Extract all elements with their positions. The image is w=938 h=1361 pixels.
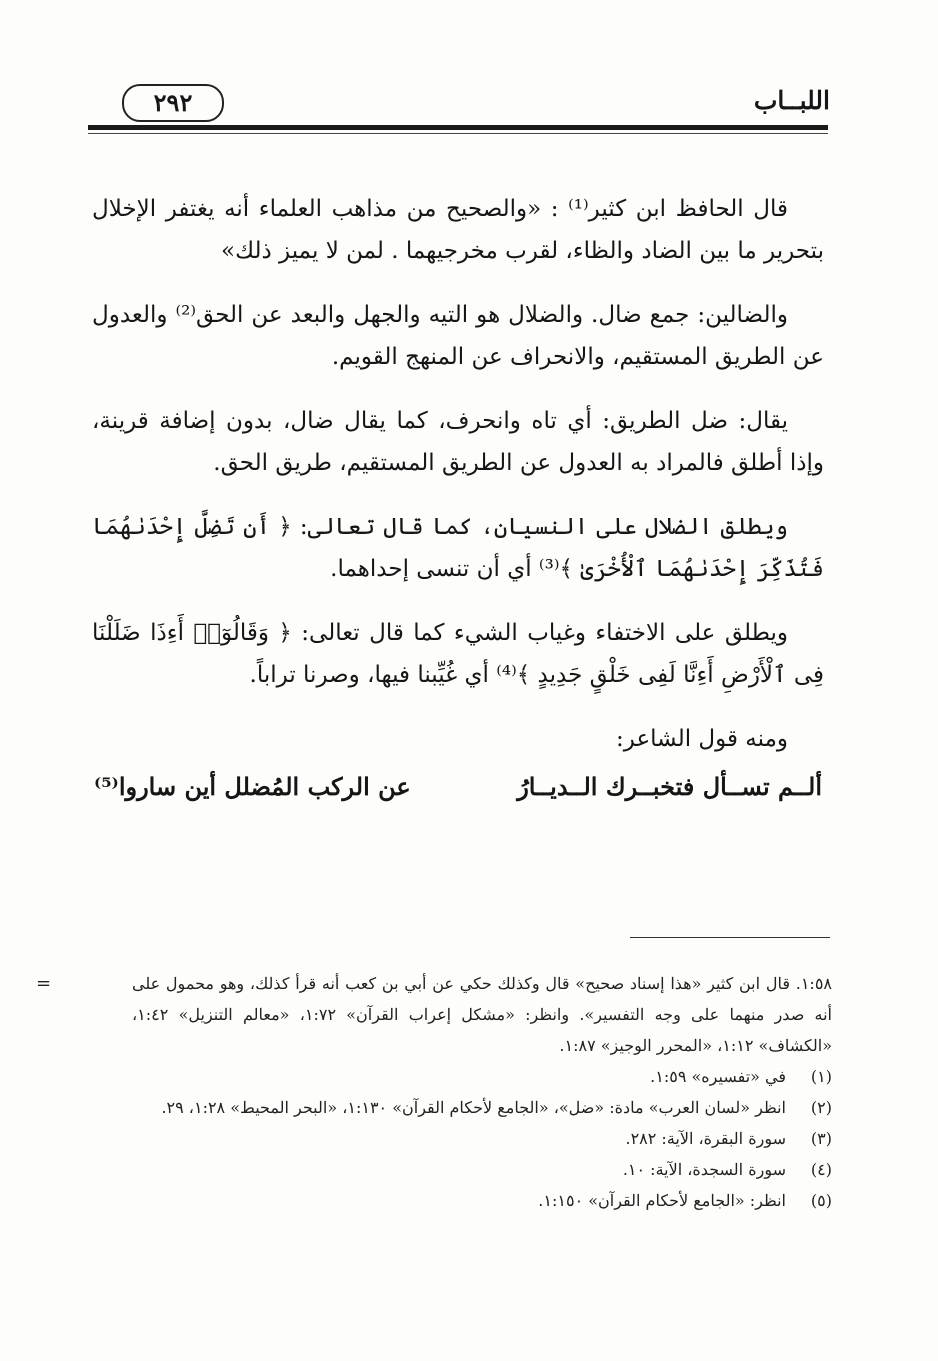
footnote-item: [92, 1061, 832, 1092]
header-rule-thin: [88, 133, 828, 134]
continuation-mark: =: [36, 973, 52, 994]
paragraph-yuqal: يقال: ضل الطريق: أي تاه وانحرف، كما يقال ضال، بدون إضافة قرينة، وإذا أطلق فالمراد به العدول عن الطريق المستقيم، طريق الحق.: [92, 408, 824, 476]
poem-hemistich-2: عن الركب المُضلل أين ساروا⁽⁵⁾: [94, 772, 411, 801]
footnote-continuation: ١:٥٨. قال ابن كثير «هذا إسناد صحيح» قال وكذلك حكي عن أبي بن كعب أنه قرأ كذلك، وهو محمول على أنه صدر منهما على وجه التفسير». وانظر: «مشكل إعراب القرآن» ١:٧٢، «معالم التنزيل» ١:٤٢، «الكشاف» ١:١٢، «المحرر الوجيز» ١:٨٧.: [132, 974, 832, 1055]
footnote-item: [92, 1154, 832, 1185]
running-title: اللبــاب: [753, 86, 830, 115]
footnote-number: (١): [810, 1067, 832, 1086]
paragraph-poet-intro: ومنه قول الشاعر:: [616, 726, 788, 752]
paragraph-ikhtifa: ويطلق على الاختفاء وغياب الشيء كما قال تعالى: ﴿ وَقَالُوٓا۟ أَءِذَا ضَلَلْنَا فِى ٱلْأَرْضِ أَءِنَّا لَفِى خَلْقٍ جَدِيدٍ ﴾⁽⁴⁾ أي غُيِّبنا فيها، وصرنا تراباً.: [92, 620, 824, 688]
footnote-item: [92, 1123, 832, 1154]
footnote-item: [92, 1092, 832, 1123]
footnote-text: انظر: «الجامع لأحكام القرآن» ١:١٥٠.: [538, 1191, 786, 1210]
footnote-text: انظر «لسان العرب» مادة: «ضل»، «الجامع لأحكام القرآن» ١:١٣٠، «البحر المحيط» ١:٢٨، ٢٩.: [161, 1098, 786, 1117]
footnote-text: في «تفسيره» ١:٥٩.: [650, 1067, 786, 1086]
paragraph-dallin: والضالين: جمع ضال. والضلال هو التيه والجهل والبعد عن الحق⁽²⁾ والعدول عن الطريق المستقيم، والانحراف عن المنهج القويم.: [92, 302, 824, 370]
footnote-number: (٥): [810, 1191, 832, 1210]
footnote-item: [92, 1185, 832, 1216]
paragraph-nisyan: ويطلق الضلال على النسيان، كما قال تعالى: ﴿ أَن تَضِلَّ إِحْدَىٰهُمَا فَتُذَكِّرَ إِحْدَىٰهُمَا ٱلْأُخْرَىٰ ﴾⁽³⁾ أي أن تنسى إحداهما.: [92, 514, 824, 582]
header-rule-thick: [88, 125, 828, 130]
poem-hemistich-1: ألــم تســأل فتخبــرك الــديــارُ: [517, 772, 822, 801]
footnote-text: سورة السجدة، الآية: ١٠.: [622, 1160, 786, 1179]
footnotes: [36, 968, 832, 1216]
footnote-text: سورة البقرة، الآية: ٢٨٢.: [625, 1129, 786, 1148]
footnote-number: (٣): [810, 1129, 832, 1148]
paragraph-ibn-kathir: قال الحافظ ابن كثير⁽¹⁾ : «والصحيح من مذاهب العلماء أنه يغتفر الإخلال بتحرير ما بين الضاد والظاء، لقرب مخرجيهما . لمن لا يميز ذلك»: [92, 196, 824, 264]
footnote-number: (٢): [810, 1098, 832, 1117]
poem-verse: [92, 766, 824, 808]
footnote-number: (٤): [810, 1160, 832, 1179]
main-text: [92, 188, 824, 808]
footnote-separator: [630, 937, 830, 938]
page-number: ٢٩٢: [122, 84, 224, 122]
